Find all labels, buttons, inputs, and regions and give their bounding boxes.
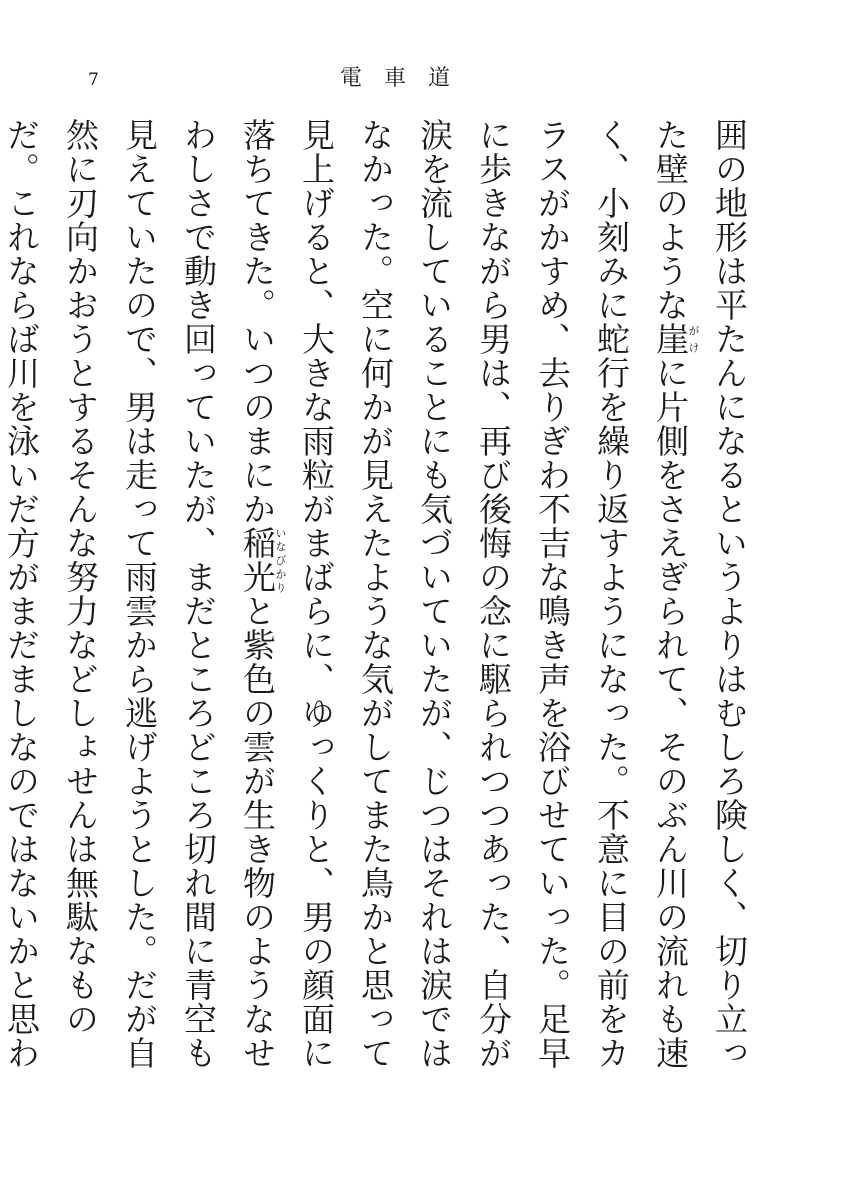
paragraph bbox=[0, 118, 759, 1098]
ruby-reading: いなびかり bbox=[274, 526, 287, 594]
ruby-base: 稲光 bbox=[238, 526, 277, 594]
text-segment: 囲の地形は平たんになるというよりはむしろ険しく、切り立った壁のような bbox=[651, 118, 749, 1070]
text-segment: に片側をさえぎられて、そのぶん川の流れも速く、小刻みに蛇行を繰り返すようになった。不意に目の前をカラスがかすめ、去りぎわ不吉な鳴き声を浴びせていった。足早に歩きながら男は、再び後悔の念に駆られつつあった、自分が涙を流していることにも気づいていたが、じつはそれは涙ではなかった。空に何かが見えたような気がしてまた鳥かと思って見上げると、大きな雨粒がまばらに、ゆっくりと、男の顔面に落ちてきた。いつのまにか bbox=[238, 118, 690, 1070]
ruby-word bbox=[651, 322, 700, 356]
running-title: 電車道 bbox=[340, 66, 473, 91]
text-segment: と紫色の雲が生き物のようなせわしさで動き回っていたが、まだところどころ切れ間に青空も見えていたので、男は走って雨雲から逃げようとした。だが自然に刃向かおうとするそんな努力などしょせんは無駄なものだ。これならば川を泳いだ方がまだましなのではないかと思わ bbox=[2, 118, 277, 1070]
ruby-reading: がけ bbox=[687, 322, 700, 356]
ruby-base: 崖 bbox=[651, 322, 690, 356]
page-number: 7 bbox=[88, 70, 99, 90]
body-text bbox=[0, 118, 759, 1098]
ruby-word bbox=[238, 526, 287, 594]
